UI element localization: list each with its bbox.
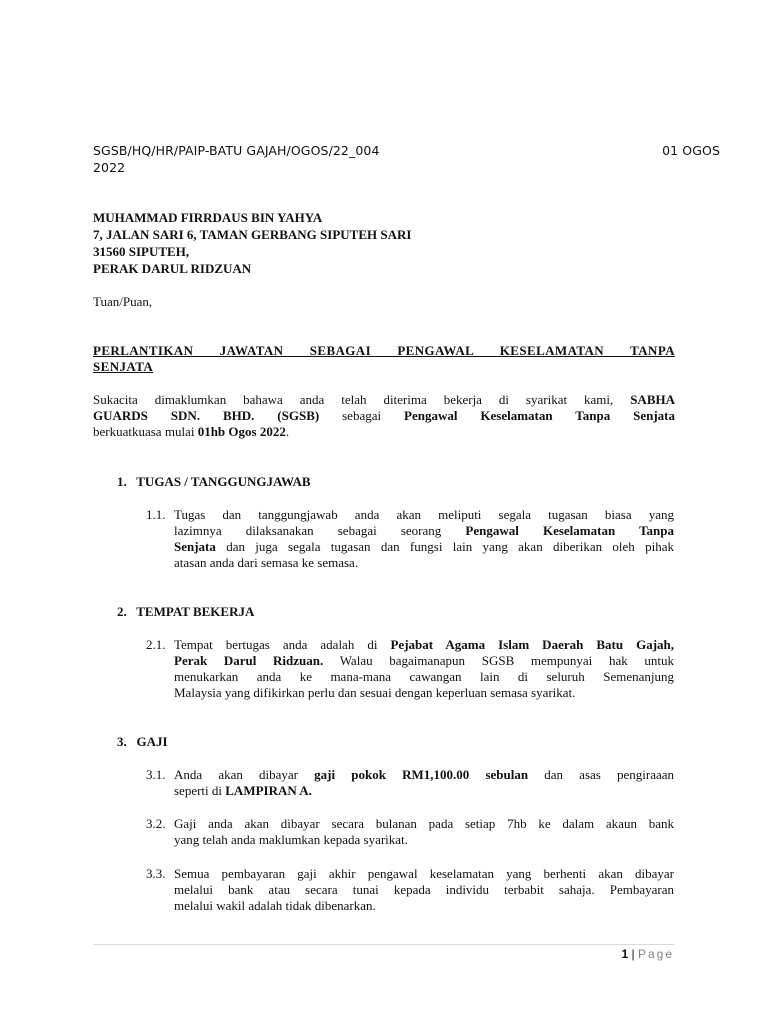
item-3-2-line2: yang telah anda maklumkan kepada syarikat. (174, 832, 408, 847)
item-3-1-line1: Anda akan dibayar gaji pokok RM1,100.00 sebulan dan asas pengiraaan (174, 767, 675, 782)
item-3-3-line3: melalui wakil adalah tidak dibenarkan. (174, 898, 376, 913)
recipient-address-line3: PERAK DARUL RIDZUAN (93, 261, 252, 276)
reference-number: SGSB/HQ/HR/PAIP-BATU GAJAH/OGOS/22_004 (93, 143, 380, 158)
letter-date: 01 OGOS (662, 143, 720, 158)
recipient-address-line1: 7, JALAN SARI 6, TAMAN GERBANG SIPUTEH SARI (93, 227, 412, 242)
page-footer (621, 947, 674, 961)
item-number: 1.1. (146, 507, 166, 522)
item-number: 3.3. (146, 866, 166, 881)
item-number: 3.2. (146, 816, 166, 831)
item-1-1-line2: lazimnya dilaksanakan sebagai seorang Pengawal Keselamatan Tanpa (174, 523, 675, 538)
subject-line2: SENJATA (93, 359, 154, 374)
footer-separator: | (631, 947, 635, 961)
subject-line1: PERLANTIKAN JAWATAN SEBAGAI PENGAWAL KESELAMATAN TANPA (93, 343, 675, 358)
intro-paragraph (93, 392, 675, 440)
item-1-1-line1: Tugas dan tanggungjawab anda akan meliputi segala tugasan biasa yang (174, 507, 674, 522)
recipient-name: MUHAMMAD FIRRDAUS BIN YAHYA (93, 210, 323, 225)
salutation: Tuan/Puan, (93, 294, 153, 309)
item-3-3-line2: melalui bank atau secara tunai kepada individu terbabit sahaja. Pembayaran (174, 882, 674, 897)
item-2-1-line2: Perak Darul Ridzuan. Walau bagaimanapun SGSB mempunyai hak untuk (174, 653, 675, 668)
recipient-address-line2: 31560 SIPUTEH, (93, 244, 190, 259)
item-3-2-line1: Gaji anda akan dibayar secara bulanan pada setiap 7hb ke dalam akaun bank (174, 816, 674, 831)
item-3-1-line2: seperti di LAMPIRAN A. (174, 783, 312, 798)
section-2-heading: 2. TEMPAT BEKERJA (117, 604, 255, 619)
item-2-1-line1: Tempat bertugas anda adalah di Pejabat Agama Islam Daerah Batu Gajah, (174, 637, 675, 652)
section-3-heading: 3. GAJI (117, 734, 168, 749)
page-label: Page (637, 947, 674, 961)
item-2-1-line4: Malaysia yang difikirkan perlu dan sesuai dengan keperluan semasa syarikat. (174, 685, 576, 700)
section-1-heading: 1. TUGAS / TANGGUNGJAWAB (117, 474, 311, 489)
item-3-3-line1: Semua pembayaran gaji akhir pengawal keselamatan yang berhenti akan dibayar (174, 866, 674, 881)
item-number: 2.1. (146, 637, 166, 652)
intro-line3: berkuatkuasa mulai 01hb Ogos 2022. (93, 424, 290, 439)
footer-divider (93, 944, 675, 945)
page-number: 1 (621, 947, 629, 961)
item-2-1-line3: menukarkan anda ke mana-mana cawangan lain di seluruh Semenanjung (174, 669, 674, 684)
item-number: 3.1. (146, 767, 166, 782)
item-1-1-line4: atasan anda dari semasa ke semasa. (174, 555, 359, 570)
intro-line2: GUARDS SDN. BHD. (SGSB) sebagai Pengawal Keselamatan Tanpa Senjata (93, 408, 676, 423)
letter-date-year: 2022 (93, 160, 126, 175)
intro-line1: Sukacita dimaklumkan bahawa anda telah diterima bekerja di syarikat kami, SABHA (93, 392, 675, 407)
item-1-1-line3: Senjata dan juga segala tugasan dan fungsi lain yang akan diberikan oleh pihak (174, 539, 675, 554)
